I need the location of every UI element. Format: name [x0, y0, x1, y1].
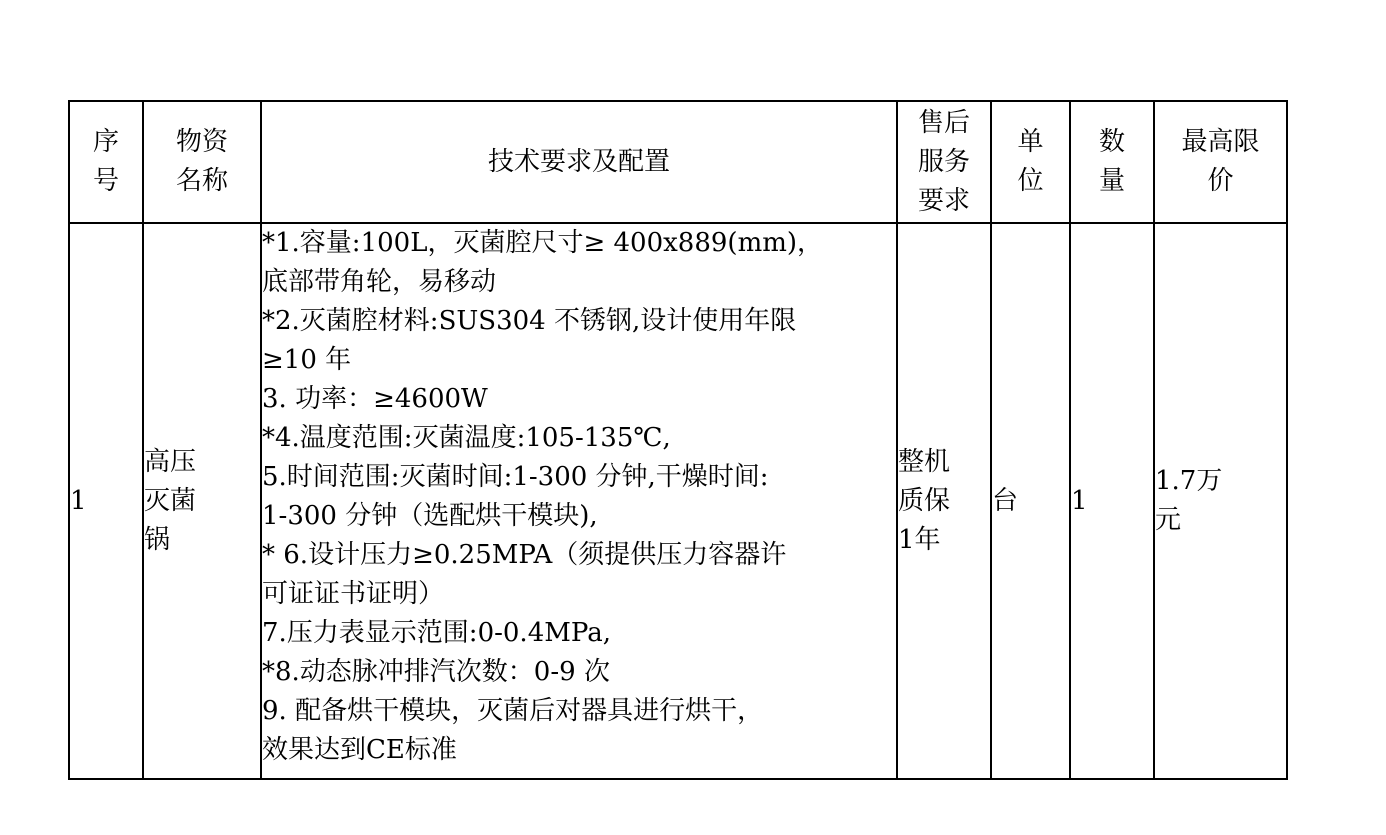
spec-line: 1-300 分钟（选配烘干模块),	[262, 501, 598, 531]
spec-line: * 6.设计压力≥0.25MPA（须提供压力容器许	[262, 540, 787, 570]
header-name: 物资名称	[143, 101, 261, 223]
spec-line: *8.动态脉冲排汽次数：0-9 次	[262, 657, 610, 687]
cell-qty: 1	[1070, 223, 1154, 779]
cell-price: 1.7万元	[1154, 223, 1287, 779]
header-seq: 序号	[69, 101, 143, 223]
spec-line: *2.灭菌腔材料:SUS304 不锈钢,设计使用年限	[262, 306, 797, 336]
header-service: 售后服务要求	[897, 101, 991, 223]
header-row	[69, 101, 1287, 223]
header-qty: 数量	[1070, 101, 1154, 223]
spec-line: *1.容量:100L，灭菌腔尺寸≥ 400x889(mm)，	[262, 228, 824, 258]
spec-line: 7.压力表显示范围:0-0.4MPa,	[262, 618, 611, 648]
procurement-table	[68, 100, 1288, 780]
spec-line: 底部带角轮，易移动	[262, 267, 497, 297]
cell-unit: 台	[991, 223, 1070, 779]
spec-line: 可证证书证明）	[262, 579, 445, 609]
cell-service: 整机质保1年	[897, 223, 991, 779]
header-unit: 单位	[991, 101, 1070, 223]
header-spec: 技术要求及配置	[261, 101, 897, 223]
spec-line: 3. 功率：≥4600W	[262, 384, 488, 414]
cell-name: 高压灭菌锅	[143, 223, 261, 779]
header-price: 最高限价	[1154, 101, 1287, 223]
cell-spec	[261, 223, 897, 779]
spec-line: 9. 配备烘干模块，灭菌后对器具进行烘干，	[262, 696, 764, 726]
spec-line: 5.时间范围:灭菌时间:1-300 分钟,干燥时间:	[262, 462, 769, 492]
spec-line: *4.温度范围:灭菌温度:105-135℃,	[262, 423, 671, 453]
table-row	[69, 223, 1287, 779]
spec-line: 效果达到CE标准	[262, 735, 457, 765]
cell-seq: 1	[69, 223, 143, 779]
spec-line: ≥10 年	[262, 345, 352, 375]
